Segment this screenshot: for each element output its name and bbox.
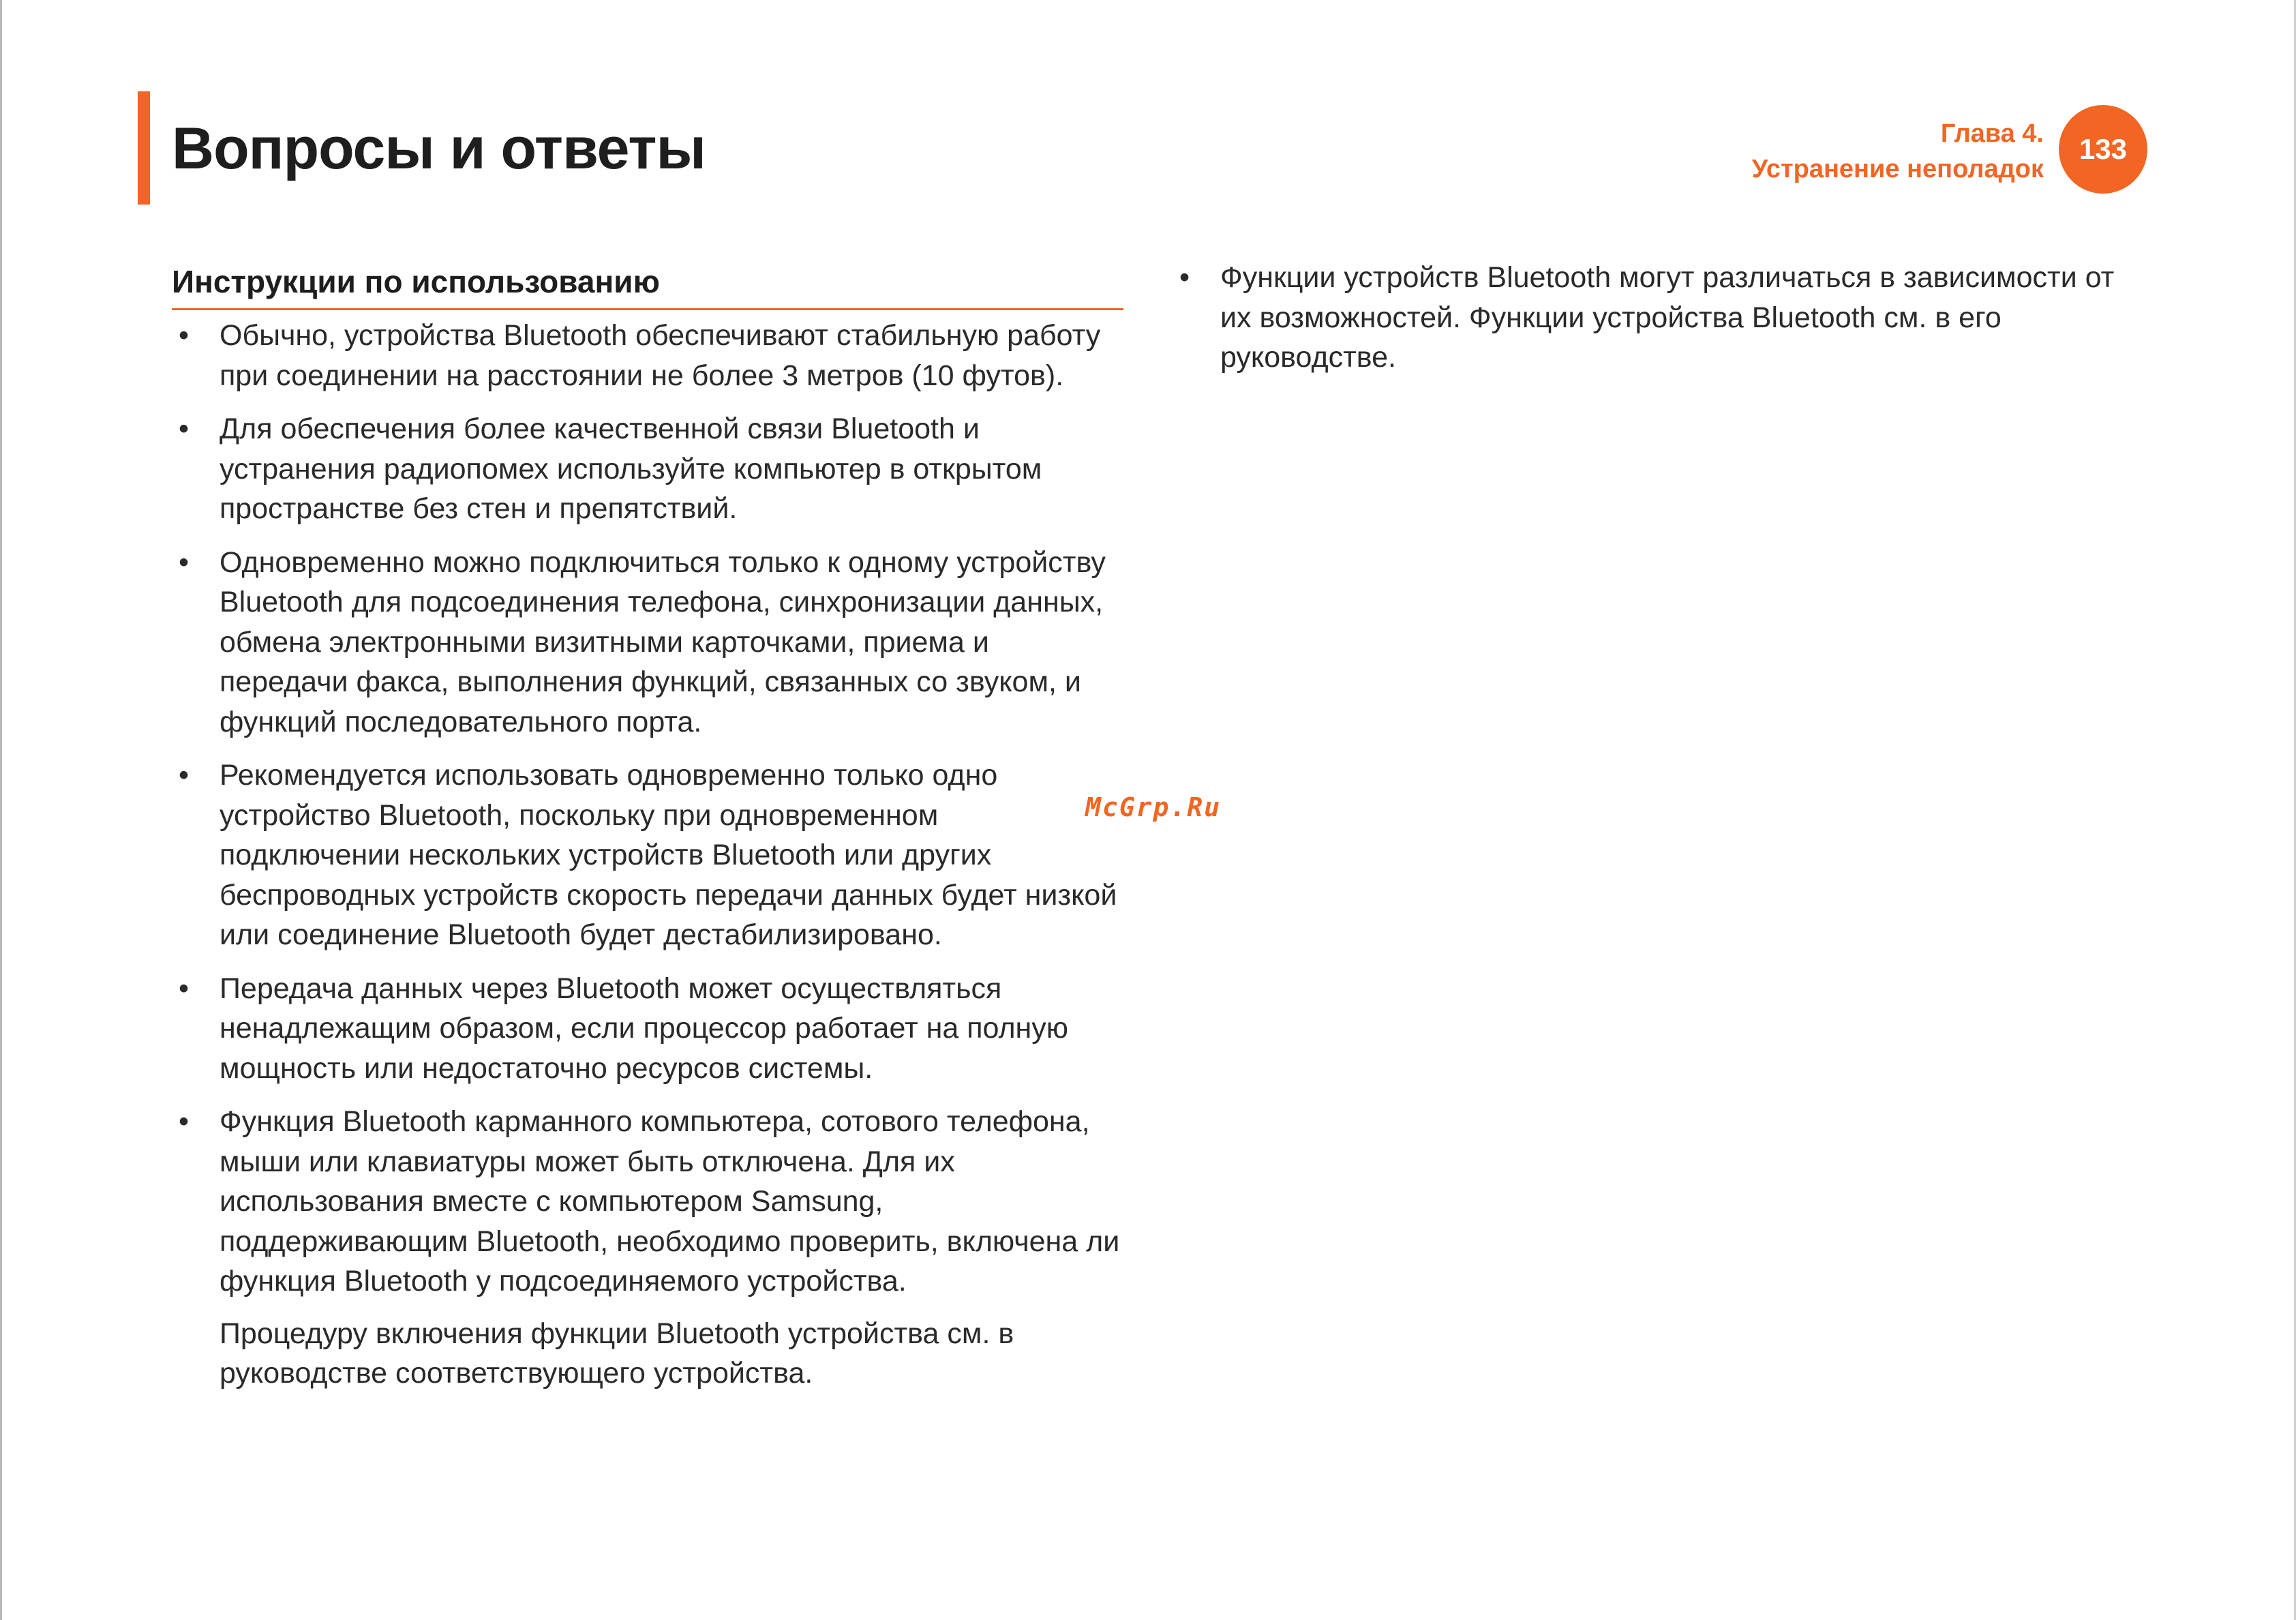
list-item-text: Функции устройств Bluetooth могут различаться в зависимости от их возможностей. Функции устройства Bluetooth см. в его руководстве. [1220, 261, 2115, 374]
list-item-text: Передача данных через Bluetooth может осуществляться ненадлежащим образом, если процессор работает на полную мощность или недостаточно ресурсов системы. [220, 972, 1069, 1085]
chapter-number: Глава 4. [1940, 119, 2044, 148]
list-item [172, 969, 1123, 1089]
bullet-icon: • [179, 759, 190, 792]
list-item-text: Функция Bluetooth карманного компьютера, сотового телефона, мыши или клавиатуры может быть отключена. Для их использования вместе с компьютером Samsung, поддерживающим Bluetooth, необходимо проверить, включена ли функция Bluetooth у подсоединяемого устройства. [220, 1105, 1120, 1298]
watermark-text: McGrp.Ru [1085, 792, 1222, 822]
list-item-text: Обычно, устройства Bluetooth обеспечивают стабильную работу при соединении на расстоянии не более 3 метров (10 футов). [220, 319, 1101, 392]
list-item-text: Одновременно можно подключиться только к одному устройству Bluetooth для подсоединения телефона, синхронизации данных, обмена электронными визитными карточками, приема и передачи факса, выполнения функций, связанных со звуком, и функций последовательного порта. [220, 545, 1106, 738]
list-item [1173, 258, 2134, 378]
left-column [172, 258, 1123, 1407]
page-title: Вопросы и ответы [172, 116, 706, 181]
bullet-icon: • [179, 319, 190, 352]
continued-list [1173, 258, 2134, 378]
bullet-icon: • [1179, 261, 1190, 294]
bullet-icon: • [179, 972, 190, 1005]
list-item [172, 409, 1123, 529]
instructions-list [172, 316, 1123, 1394]
list-item-text: Для обеспечения более качественной связи Bluetooth и устранения радиопомех используйте компьютер в открытом пространстве без стен и препятствий. [220, 412, 1042, 525]
section-heading: Инструкции по использованию [172, 258, 1123, 310]
page-number-badge: 133 [2059, 105, 2147, 194]
bullet-icon: • [179, 412, 190, 445]
list-item-followup: Процедуру включения функции Bluetooth устройства см. в руководстве соответствующего устройства. [220, 1317, 1014, 1390]
list-item [172, 1102, 1123, 1394]
list-item [172, 755, 1123, 955]
chapter-name: Устранение неполадок [1751, 155, 2044, 183]
chapter-label [1752, 116, 2044, 187]
list-item [172, 543, 1123, 742]
right-column [1173, 258, 2134, 391]
list-item [172, 316, 1123, 395]
title-accent-bar [138, 91, 150, 205]
page-left-edge [0, 0, 2, 1620]
list-item-text: Рекомендуется использовать одновременно только одно устройство Bluetooth, поскольку при одновременном подключении нескольких устройств Bluetooth или других беспроводных устройств скорость передачи данных будет низкой или соединение Bluetooth будет дестабилизировано. [220, 759, 1117, 951]
bullet-icon: • [179, 545, 190, 579]
bullet-icon: • [179, 1105, 190, 1138]
